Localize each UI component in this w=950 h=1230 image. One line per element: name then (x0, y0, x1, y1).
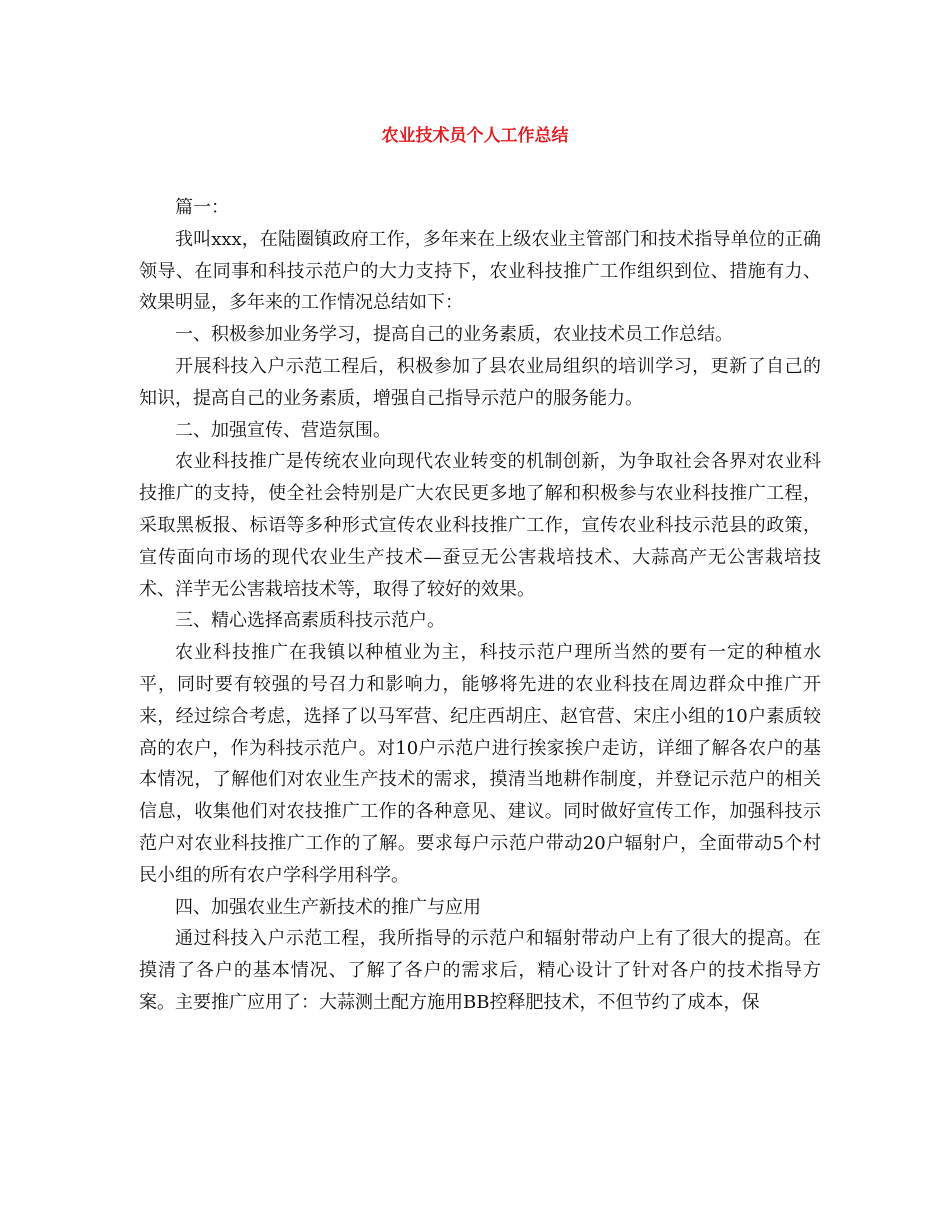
heading-section-2: 二、加强宣传、营造氛围。 (175, 419, 391, 441)
heading-section-1: 一、积极参加业务学习，提高自己的业务素质，农业技术员工作总结。 (175, 324, 733, 346)
heading-section-3: 三、精心选择高素质科技示范户。 (175, 610, 445, 632)
paragraph-intro: 我叫xxx，在陆圈镇政府工作，多年来在上级农业主管部门和技术指导单位的正确领导、在同事和科技示范户的大力支持下，农业科技推广工作组织到位、措施有力、效果明显，多年来的工作情况总结如下： (139, 228, 821, 314)
document-title: 农业技术员个人工作总结 (381, 126, 569, 146)
document-body (139, 192, 821, 1019)
paragraph-section-4: 通过科技入户示范工程，我所指导的示范户和辐射带动户上有了很大的提高。在摸清了各户的基本情况、了解了各户的需求后，精心设计了针对各户的技术指导方案。主要推广应用了：大蒜测土配方施用BB控释肥技术，不但节约了成本，保 (139, 928, 821, 1013)
paragraph-section-2: 农业科技推广是传统农业向现代农业转变的机制创新，为争取社会各界对农业科技推广的支持，使全社会特别是广大农民更多地了解和积极参与农业科技推广工程，采取黑板报、标语等多种形式宣传农业科技推广工作，宣传农业科技示范县的政策，宣传面向市场的现代农业生产技术—蚕豆无公害栽培技术、大蒜高产无公害栽培技术、洋芋无公害栽培技术等，取得了较好的效果。 (139, 451, 821, 600)
paragraph-section-1: 开展科技入户示范工程后，积极参加了县农业局组织的培训学习，更新了自己的知识，提高自己的业务素质，增强自己指导示范户的服务能力。 (139, 355, 821, 409)
paragraph-section-3: 农业科技推广在我镇以种植业为主，科技示范户理所当然的要有一定的种植水平，同时要有较强的号召力和影响力，能够将先进的农业科技在周边群众中推广开来，经过综合考虑，选择了以马军营、纪庄西胡庄、赵官营、宋庄小组的10户素质较高的农户，作为科技示范户。对10户示范户进行挨家挨户走访，详细了解各农户的基本情况，了解他们对农业生产技术的需求，摸清当地耕作制度，并登记示范户的相关信息，收集他们对农技推广工作的各种意见、建议。同时做好宣传工作，加强科技示范户对农业科技推广工作的了解。要求每户示范户带动20户辐射户，全面带动5个村民小组的所有农户学科学用科学。 (139, 642, 821, 886)
heading-section-4: 四、加强农业生产新技术的推广与应用 (175, 896, 481, 918)
section-label: 篇一： (175, 197, 229, 218)
